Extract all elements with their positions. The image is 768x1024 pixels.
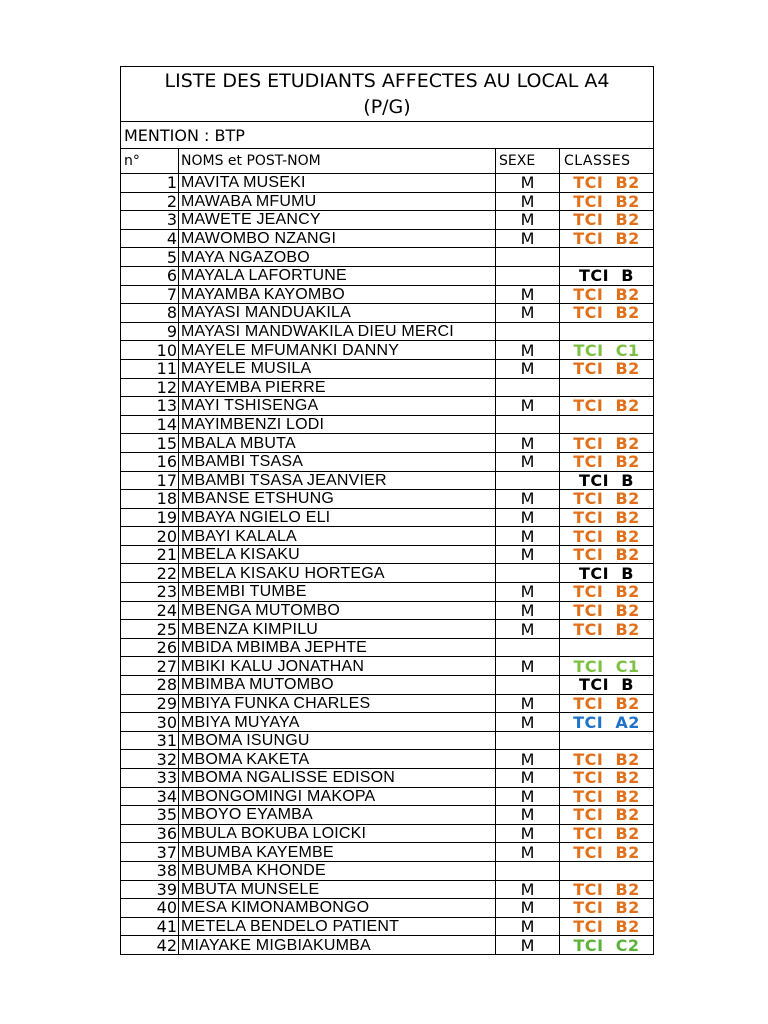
student-sex: M <box>496 452 560 471</box>
student-sex: M <box>496 285 560 304</box>
header-number: n° <box>121 149 179 174</box>
student-class: TCI B2 <box>560 304 654 323</box>
table-row <box>121 806 654 825</box>
student-name: MAYELE MUSILA <box>179 359 496 378</box>
row-number: 40 <box>121 899 179 918</box>
student-sex <box>496 564 560 583</box>
student-name: MBOYO EYAMBA <box>179 806 496 825</box>
row-number: 26 <box>121 638 179 657</box>
student-class: TCI C2 <box>560 936 654 955</box>
student-name: MBOMA NGALISSE EDISON <box>179 769 496 788</box>
student-name: MBULA BOKUBA LOICKI <box>179 824 496 843</box>
student-name: MBALA MBUTA <box>179 434 496 453</box>
student-class: TCI B2 <box>560 490 654 509</box>
student-sex: M <box>496 545 560 564</box>
student-class <box>560 378 654 397</box>
student-class: TCI B2 <box>560 583 654 602</box>
student-class <box>560 861 654 880</box>
table-row <box>121 304 654 323</box>
table-row <box>121 192 654 211</box>
row-number: 2 <box>121 192 179 211</box>
student-name: MESA KIMONAMBONGO <box>179 899 496 918</box>
student-name: MAYELE MFUMANKI DANNY <box>179 341 496 360</box>
table-row <box>121 750 654 769</box>
student-name: MBAYA NGIELO ELI <box>179 508 496 527</box>
table-row <box>121 769 654 788</box>
student-name: MBAYI KALALA <box>179 527 496 546</box>
row-number: 42 <box>121 936 179 955</box>
row-number: 30 <box>121 713 179 732</box>
header-sex: SEXE <box>496 149 560 174</box>
row-number: 25 <box>121 620 179 639</box>
student-name: MBIMBA MUTOMBO <box>179 676 496 695</box>
student-class: TCI C1 <box>560 341 654 360</box>
table-row <box>121 676 654 695</box>
student-class: TCI B <box>560 564 654 583</box>
student-sex: M <box>496 341 560 360</box>
student-class: TCI B2 <box>560 174 654 193</box>
student-sex <box>496 322 560 341</box>
table-row <box>121 452 654 471</box>
title-line-2: (P/G) <box>363 96 411 118</box>
row-number: 9 <box>121 322 179 341</box>
student-class: TCI B2 <box>560 508 654 527</box>
student-sex: M <box>496 936 560 955</box>
row-number: 37 <box>121 843 179 862</box>
student-class: TCI B2 <box>560 397 654 416</box>
row-number: 17 <box>121 471 179 490</box>
table-row <box>121 583 654 602</box>
student-sex: M <box>496 192 560 211</box>
student-sex: M <box>496 304 560 323</box>
table-row <box>121 564 654 583</box>
row-number: 20 <box>121 527 179 546</box>
student-sex: M <box>496 397 560 416</box>
student-name: MBOMA KAKETA <box>179 750 496 769</box>
row-number: 36 <box>121 824 179 843</box>
title-line-1: LISTE DES ETUDIANTS AFFECTES AU LOCAL A4 <box>164 70 610 92</box>
table-row <box>121 434 654 453</box>
student-sex: M <box>496 657 560 676</box>
student-name: MBANSE ETSHUNG <box>179 490 496 509</box>
table-row <box>121 545 654 564</box>
row-number: 7 <box>121 285 179 304</box>
student-name: MBAMBI TSASA JEANVIER <box>179 471 496 490</box>
student-name: MBELA KISAKU HORTEGA <box>179 564 496 583</box>
student-class: TCI B2 <box>560 899 654 918</box>
row-number: 31 <box>121 731 179 750</box>
student-name: MBIKI KALU JONATHAN <box>179 657 496 676</box>
student-class: TCI B2 <box>560 917 654 936</box>
table-row <box>121 471 654 490</box>
table-row <box>121 322 654 341</box>
row-number: 3 <box>121 211 179 230</box>
header-row <box>121 149 654 174</box>
table-row <box>121 266 654 285</box>
student-name: MAYASI MANDWAKILA DIEU MERCI <box>179 322 496 341</box>
student-sex: M <box>496 787 560 806</box>
row-number: 19 <box>121 508 179 527</box>
student-sex: M <box>496 750 560 769</box>
student-name: MBENGA MUTOMBO <box>179 601 496 620</box>
student-name: MAWOMBO NZANGI <box>179 229 496 248</box>
student-name: MBEMBI TUMBE <box>179 583 496 602</box>
student-class: TCI B2 <box>560 285 654 304</box>
student-name: MAWABA MFUMU <box>179 192 496 211</box>
student-sex <box>496 248 560 267</box>
row-number: 23 <box>121 583 179 602</box>
table-row <box>121 397 654 416</box>
student-sex: M <box>496 899 560 918</box>
student-name: MBUMBA KAYEMBE <box>179 843 496 862</box>
table-row <box>121 601 654 620</box>
student-name: MBUTA MUNSELE <box>179 880 496 899</box>
table-row <box>121 824 654 843</box>
student-class <box>560 415 654 434</box>
student-sex <box>496 378 560 397</box>
table-row <box>121 211 654 230</box>
row-number: 28 <box>121 676 179 695</box>
student-sex: M <box>496 211 560 230</box>
student-name: MBUMBA KHONDE <box>179 861 496 880</box>
student-sex: M <box>496 806 560 825</box>
row-number: 39 <box>121 880 179 899</box>
row-number: 4 <box>121 229 179 248</box>
student-sex: M <box>496 620 560 639</box>
student-class: TCI B2 <box>560 545 654 564</box>
student-class: TCI B2 <box>560 192 654 211</box>
header-name: NOMS et POST-NOM <box>179 149 496 174</box>
student-class: TCI B2 <box>560 527 654 546</box>
student-sex: M <box>496 359 560 378</box>
table-row <box>121 787 654 806</box>
table-row <box>121 508 654 527</box>
student-sex: M <box>496 713 560 732</box>
student-name: MBELA KISAKU <box>179 545 496 564</box>
student-name: MBIYA FUNKA CHARLES <box>179 694 496 713</box>
student-sex: M <box>496 508 560 527</box>
row-number: 22 <box>121 564 179 583</box>
student-sex <box>496 415 560 434</box>
table-row <box>121 248 654 267</box>
row-number: 32 <box>121 750 179 769</box>
student-class: TCI B2 <box>560 601 654 620</box>
row-number: 6 <box>121 266 179 285</box>
student-name: MAYEMBA PIERRE <box>179 378 496 397</box>
student-name: MBAMBI TSASA <box>179 452 496 471</box>
row-number: 5 <box>121 248 179 267</box>
student-class: TCI B2 <box>560 620 654 639</box>
row-number: 35 <box>121 806 179 825</box>
student-sex <box>496 471 560 490</box>
table-row <box>121 378 654 397</box>
student-class: TCI B2 <box>560 452 654 471</box>
student-sex: M <box>496 824 560 843</box>
table-row <box>121 527 654 546</box>
student-name: METELA BENDELO PATIENT <box>179 917 496 936</box>
student-name: MAYA NGAZOBO <box>179 248 496 267</box>
table-row <box>121 359 654 378</box>
student-name: MAWETE JEANCY <box>179 211 496 230</box>
table-row <box>121 936 654 955</box>
table-row <box>121 285 654 304</box>
table-row <box>121 917 654 936</box>
student-class: TCI B2 <box>560 843 654 862</box>
row-number: 18 <box>121 490 179 509</box>
student-class <box>560 248 654 267</box>
table-row <box>121 657 654 676</box>
table-row <box>121 229 654 248</box>
student-name: MAYASI MANDUAKILA <box>179 304 496 323</box>
title-row <box>121 67 654 122</box>
student-class: TCI B <box>560 676 654 695</box>
student-name: MBIYA MUYAYA <box>179 713 496 732</box>
row-number: 14 <box>121 415 179 434</box>
student-class: TCI B2 <box>560 806 654 825</box>
student-class <box>560 638 654 657</box>
row-number: 8 <box>121 304 179 323</box>
row-number: 38 <box>121 861 179 880</box>
table-row <box>121 899 654 918</box>
row-number: 29 <box>121 694 179 713</box>
row-number: 27 <box>121 657 179 676</box>
student-sex: M <box>496 880 560 899</box>
student-class: TCI B2 <box>560 824 654 843</box>
student-sex: M <box>496 769 560 788</box>
student-sex: M <box>496 490 560 509</box>
student-class: TCI B <box>560 266 654 285</box>
row-number: 24 <box>121 601 179 620</box>
table-row <box>121 861 654 880</box>
student-name: MAVITA MUSEKI <box>179 174 496 193</box>
student-sex: M <box>496 174 560 193</box>
student-sex: M <box>496 434 560 453</box>
mention-row <box>121 122 654 149</box>
row-number: 13 <box>121 397 179 416</box>
row-number: 41 <box>121 917 179 936</box>
table-row <box>121 174 654 193</box>
student-class <box>560 731 654 750</box>
student-class: TCI B2 <box>560 694 654 713</box>
student-sex: M <box>496 843 560 862</box>
student-class: TCI B2 <box>560 769 654 788</box>
student-name: MBIDA MBIMBA JEPHTE <box>179 638 496 657</box>
page-title <box>121 67 654 122</box>
student-sex <box>496 731 560 750</box>
student-sex <box>496 266 560 285</box>
table-row <box>121 843 654 862</box>
student-class: TCI B2 <box>560 750 654 769</box>
student-name: MAYAMBA KAYOMBO <box>179 285 496 304</box>
row-number: 16 <box>121 452 179 471</box>
table-row <box>121 490 654 509</box>
student-sex: M <box>496 229 560 248</box>
student-name: MBOMA ISUNGU <box>179 731 496 750</box>
row-number: 11 <box>121 359 179 378</box>
student-class: TCI B2 <box>560 359 654 378</box>
student-class: TCI B2 <box>560 434 654 453</box>
table-row <box>121 341 654 360</box>
row-number: 34 <box>121 787 179 806</box>
student-class: TCI B <box>560 471 654 490</box>
student-sex: M <box>496 694 560 713</box>
table-row <box>121 415 654 434</box>
student-class: TCI B2 <box>560 211 654 230</box>
table-row <box>121 713 654 732</box>
table-row <box>121 638 654 657</box>
row-number: 12 <box>121 378 179 397</box>
student-sex <box>496 638 560 657</box>
student-name: MBONGOMINGI MAKOPA <box>179 787 496 806</box>
student-name: MAYALA LAFORTUNE <box>179 266 496 285</box>
row-number: 10 <box>121 341 179 360</box>
student-class: TCI B2 <box>560 787 654 806</box>
student-sex: M <box>496 527 560 546</box>
row-number: 1 <box>121 174 179 193</box>
student-class: TCI B2 <box>560 229 654 248</box>
student-class: TCI A2 <box>560 713 654 732</box>
row-number: 33 <box>121 769 179 788</box>
student-class: TCI B2 <box>560 880 654 899</box>
student-sex <box>496 676 560 695</box>
student-sex: M <box>496 917 560 936</box>
student-name: MBENZA KIMPILU <box>179 620 496 639</box>
mention-label: MENTION : BTP <box>121 122 654 149</box>
table-row <box>121 620 654 639</box>
table-row <box>121 731 654 750</box>
student-name: MAYI TSHISENGA <box>179 397 496 416</box>
student-list-table <box>120 66 654 955</box>
student-sex <box>496 861 560 880</box>
student-class <box>560 322 654 341</box>
table-row <box>121 694 654 713</box>
table-row <box>121 880 654 899</box>
student-name: MAYIMBENZI LODI <box>179 415 496 434</box>
student-class: TCI C1 <box>560 657 654 676</box>
student-sex: M <box>496 601 560 620</box>
row-number: 21 <box>121 545 179 564</box>
header-class: CLASSES <box>560 149 654 174</box>
student-name: MIAYAKE MIGBIAKUMBA <box>179 936 496 955</box>
student-sex: M <box>496 583 560 602</box>
row-number: 15 <box>121 434 179 453</box>
